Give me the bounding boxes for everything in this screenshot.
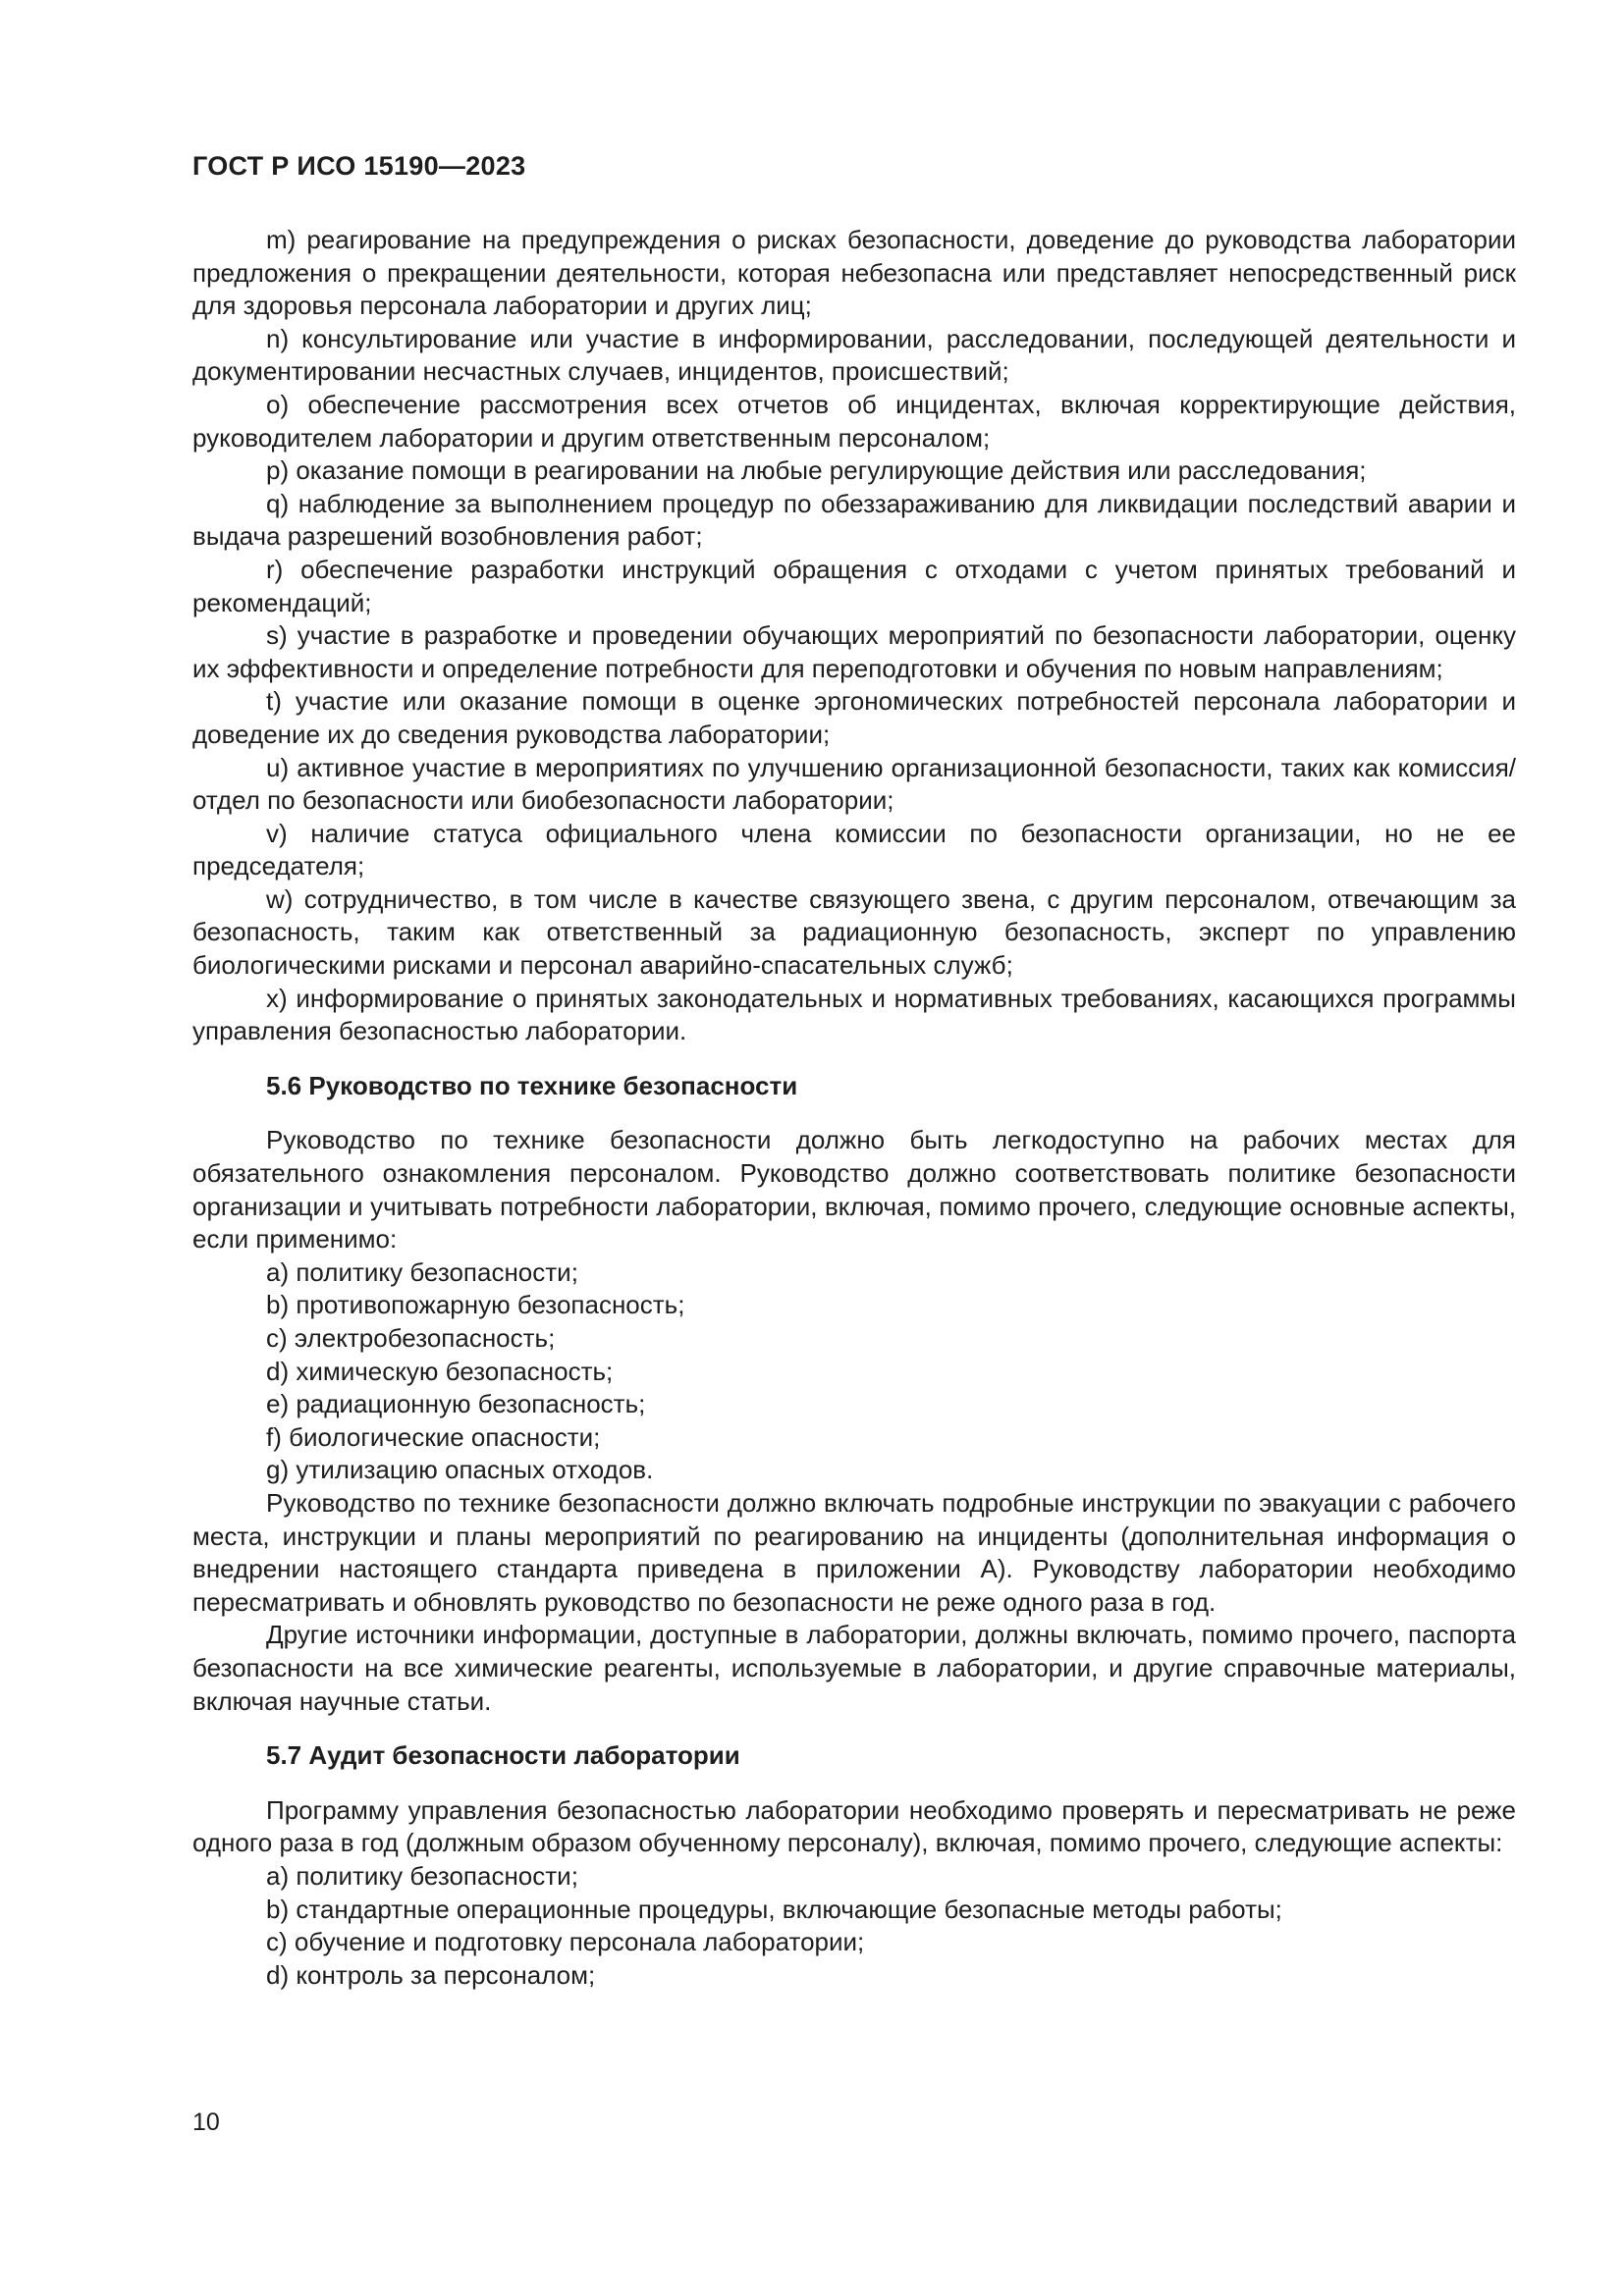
list-item: f) биологические опасности; <box>266 1421 601 1452</box>
list-item: p) оказание помощи в реагировании на любые регулирующие действия или расследования; <box>266 455 1367 486</box>
list-item: n) консультирование или участие в информировании, расследовании, последующей деятельности и документировании несчастных случаев, инцидентов, происшествий; <box>192 323 1516 387</box>
list-item: a) политику безопасности; <box>266 1256 578 1287</box>
section-5-6-intro: Руководство по технике безопасности должно быть легкодоступно на рабочих местах для обязательного ознакомления персоналом. Руководство должно соответствовать политике безопасности организации и учитывать потребности лаборатории, включая, помимо прочего, следующие основные аспекты, если применимо: <box>192 1125 1516 1255</box>
page-number: 10 <box>192 2109 220 2136</box>
list-item: b) стандартные операционные процедуры, включающие безопасные методы работы; <box>266 1894 1282 1924</box>
list-item: w) сотрудничество, в том числе в качестве связующего звена, с другим персоналом, отвечающим за безопасность, таким как ответственный за радиационную безопасность, эксперт по управлению биологическими рисками и персонал аварийно-спасательных служб; <box>192 883 1516 981</box>
list-item: q) наблюдение за выполнением процедур по обеззараживанию для ликвидации последствий аварии и выдача разрешений возобновления работ; <box>192 488 1516 552</box>
list-item: v) наличие статуса официального члена комиссии по безопасности организации, но не ее председателя; <box>192 818 1516 881</box>
list-item: g) утилизацию опасных отходов. <box>266 1455 654 1485</box>
section-5-6-paragraph: Руководство по технике безопасности должно включать подробные инструкции по эвакуации с рабочего места, инструкции и планы мероприятий по реагированию на инциденты (дополнительная информация о внедрении настоящего стандарта приведена в приложении А). Руководству лаборатории необходимо пересматривать и обновлять руководство по безопасности не реже одного раза в год. <box>192 1487 1516 1617</box>
list-item: m) реагирование на предупреждения о рисках безопасности, доведение до руководства лаборатории предложения о прекращении деятельности, которая небезопасна или представляет непосредственный риск для здоровья персонала лаборатории и других лиц; <box>192 225 1516 321</box>
list-item: c) электробезопасность; <box>266 1323 556 1353</box>
list-item: d) контроль за персоналом; <box>266 1959 596 1990</box>
section-heading-5-6: 5.6 Руководство по технике безопасности <box>266 1070 798 1100</box>
list-item: u) активное участие в мероприятиях по улучшению организационной безопасности, таких как комиссия/отдел по безопасности или биобезопасности лаборатории; <box>192 752 1516 816</box>
section-5-6-paragraph: Другие источники информации, доступные в лаборатории, должны включать, помимо прочего, паспорта безопасности на все химические реагенты, используемые в лаборатории, и другие справочные материалы, включая научные статьи. <box>192 1620 1516 1716</box>
document-header: ГОСТ Р ИСО 15190—2023 <box>192 151 526 181</box>
list-item: d) химическую безопасность; <box>266 1356 614 1386</box>
list-item: x) информирование о принятых законодательных и нормативных требованиях, касающихся программы управления безопасностью лаборатории. <box>192 983 1516 1046</box>
list-item: b) противопожарную безопасность; <box>266 1290 685 1320</box>
list-item: o) обеспечение рассмотрения всех отчетов об инцидентах, включая корректирующие действия, руководителем лаборатории и другим ответственным персоналом; <box>192 389 1516 453</box>
list-item: r) обеспечение разработки инструкций обращения с отходами с учетом принятых требований и рекомендаций; <box>192 554 1516 617</box>
list-item: a) политику безопасности; <box>266 1860 578 1891</box>
list-item: t) участие или оказание помощи в оценке эргономических потребностей персонала лаборатории и доведение их до сведения руководства лаборатории; <box>192 686 1516 749</box>
list-item: s) участие в разработке и проведении обучающих мероприятий по безопасности лаборатории, оценку их эффективности и определение потребности для переподготовки и обучения по новым направлениям; <box>192 620 1516 683</box>
document-body <box>192 224 1516 1992</box>
list-item: c) обучение и подготовку персонала лаборатории; <box>266 1927 865 1957</box>
list-item: e) радиационную безопасность; <box>266 1389 646 1419</box>
section-heading-5-7: 5.7 Аудит безопасности лаборатории <box>266 1740 740 1771</box>
section-5-7-intro: Программу управления безопасностью лаборатории необходимо проверять и пересматривать не реже одного раза в год (должным образом обученному персоналу), включая, помимо прочего, следующие аспекты: <box>192 1794 1516 1858</box>
